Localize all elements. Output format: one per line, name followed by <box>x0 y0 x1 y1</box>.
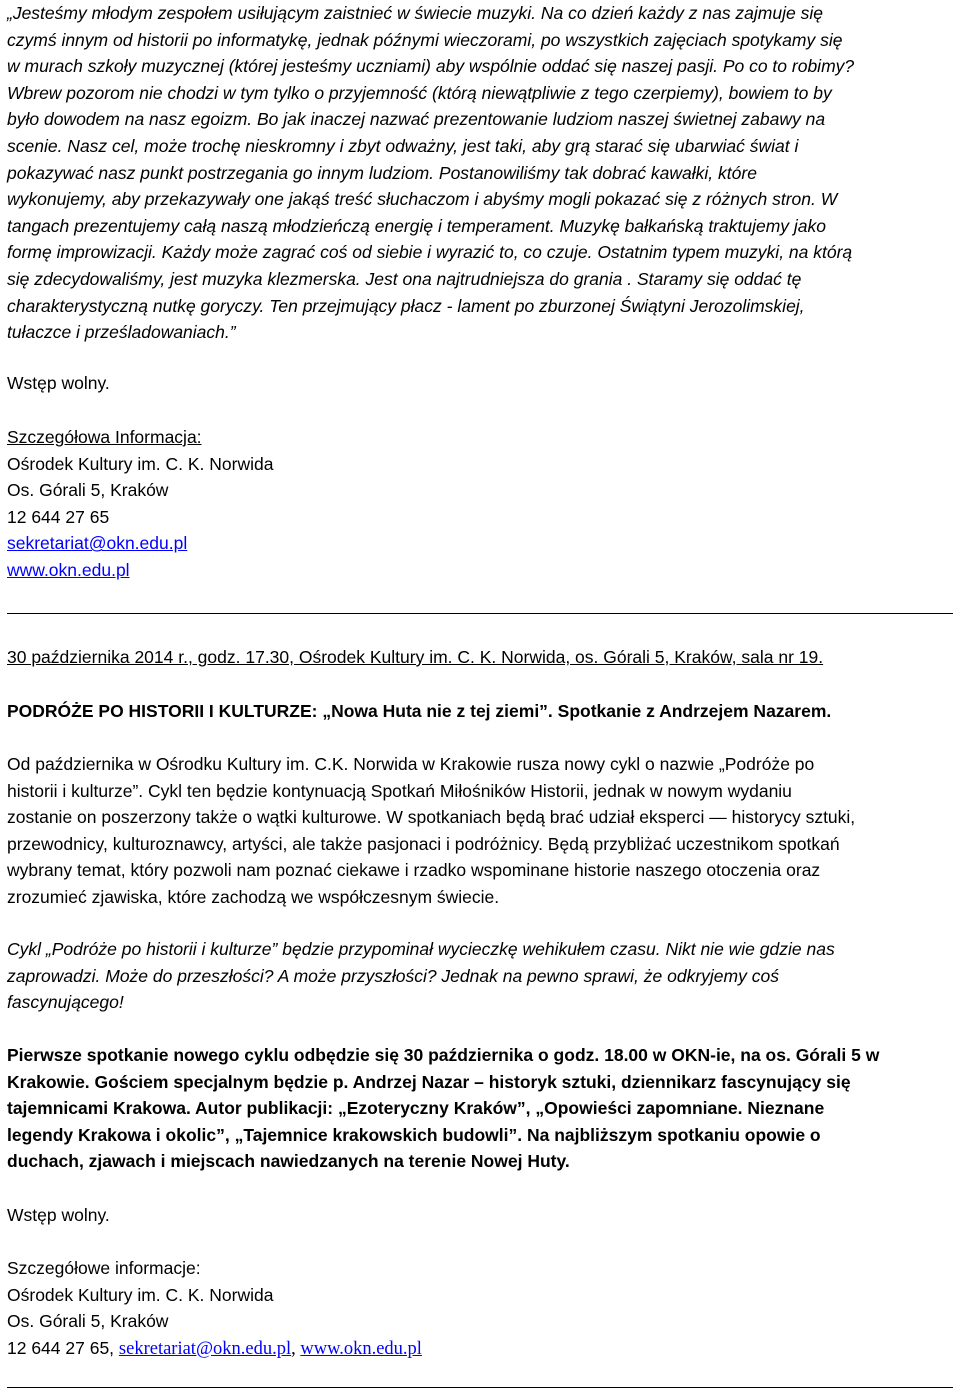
venue-address: Os. Górali 5, Kraków <box>7 480 169 501</box>
phone-number: 12 644 27 65 <box>7 506 110 527</box>
italic-line: fascynującego! <box>7 992 124 1013</box>
intro-line: było dowodem na nasz egoizm. Bo jak inaczej nazwać prezentowanie ludziom naszej świetnej zabawy na <box>7 109 826 130</box>
article-2-admission <box>7 1202 953 1229</box>
separator: , <box>291 1338 301 1359</box>
venue-address: Os. Górali 5, Kraków <box>7 1311 169 1332</box>
venue-name: Ośrodek Kultury im. C. K. Norwida <box>7 453 274 474</box>
article-2-date <box>7 644 953 671</box>
intro-line: czymś innym od historii po informatykę, jednak późnymi wieczorami, po wszystkich zajęciach spotykamy się <box>7 29 843 50</box>
body-line: Od października w Ośrodku Kultury im. C.K. Norwida w Krakowie rusza nowy cykl o nazwie „Podróże po <box>7 754 815 774</box>
email-link[interactable]: sekretariat@okn.edu.pl <box>118 1338 292 1359</box>
intro-line: scenie. Nasz cel, może trochę nieskromny i zbyt odważny, jest taki, aby grą starać się ubarwiać świat i <box>7 135 799 156</box>
article-1-admission <box>7 370 953 397</box>
website-link[interactable]: www.okn.edu.pl <box>300 1338 422 1359</box>
intro-line: się zdecydowaliśmy, jest muzyka klezmerska. Jest ona najtrudniejsza do grania . Staramy się oddać tę <box>7 268 802 289</box>
body-line: zostanie on poszerzony także o wątki kulturowe. W spotkaniach będą brać udział eksperci — historycy sztuki, <box>7 807 856 828</box>
article-2-title-block <box>7 698 953 725</box>
admission-text: Wstęp wolny. <box>7 1205 110 1225</box>
bold-line: Krakowie. Gościem specjalnym będzie p. Andrzej Nazar – historyk sztuki, dziennikarz fascynujący się <box>7 1071 851 1092</box>
intro-line: „Jesteśmy młodym zespołem usiłującym zaistnieć w świecie muzyki. Na co dzień każdy z nas zajmuje się <box>7 3 823 23</box>
italic-line: Cykl „Podróże po historii i kulturze” będzie przypominał wycieczkę wehikułem czasu. Nikt nie wie gdzie nas <box>7 939 835 959</box>
body-line: wybrany temat, który pozwoli nam poznać ciekawe i rzadko wspominane historie naszego otoczenia oraz <box>7 860 821 881</box>
article-2-bold <box>7 1042 953 1175</box>
venue-name: Ośrodek Kultury im. C. K. Norwida <box>7 1284 274 1305</box>
intro-line: pokazywać nasz punkt postrzegania go innym ludziom. Postanowiliśmy tak dobrać kawałki, które <box>7 162 757 183</box>
article-2-body <box>7 751 953 911</box>
article-2-italic <box>7 936 953 1016</box>
intro-line: formę improwizacji. Każdy może zagrać coś od siebie i wyrazić to, co czuje. Ostatnim typem muzyki, na którą <box>7 242 853 263</box>
italic-line: zaprowadzi. Może do przeszłości? A może przyszłości? Jednak na pewno sprawi, że odkryjemy coś <box>7 965 779 986</box>
contact-line <box>7 1335 953 1363</box>
intro-line: charakterystyczną nutkę goryczy. Ten przejmujący płacz - lament po zburzonej Świątyni Jerozolimskiej, <box>7 295 805 316</box>
info-heading: Szczegółowe informacje: <box>7 1258 201 1278</box>
intro-line: tułaczce i prześladowaniach.” <box>7 322 236 343</box>
article-1-contact <box>7 424 953 584</box>
intro-line: wykonujemy, aby przekazywały one jakąś treść słuchaczom i abyśmy mogli pokazać się z różnych stron. W <box>7 189 838 210</box>
email-link[interactable]: sekretariat@okn.edu.pl <box>7 533 188 554</box>
bold-line: legendy Krakowa i okolic”, „Tajemnice krakowskich budowli”. Na najbliższym spotkaniu opowie o <box>7 1124 821 1145</box>
event-date-line: 30 października 2014 r., godz. 17.30, Ośrodek Kultury im. C. K. Norwida, os. Górali 5, Kraków, sala nr 19. <box>7 647 824 667</box>
article-2-contact <box>7 1255 953 1362</box>
article-1-intro <box>7 0 953 346</box>
intro-line: tangach prezentujemy całą naszą młodzieńczą energię i temperament. Muzykę bałkańską traktujemy jako <box>7 215 827 236</box>
bold-line: tajemnicami Krakowa. Autor publikacji: „Ezoteryczny Kraków”, „Opowieści zapomniane. Nieznane <box>7 1098 825 1119</box>
intro-line: w murach szkoły muzycznej (której jesteśmy uczniami) aby wspólnie oddać się naszej pasji. Po co to robimy? <box>7 56 855 77</box>
intro-line: Wbrew pozorom nie chodzi w tym tylko o przyjemność (którą niewątpliwie z tego czerpiemy), bowiem to by <box>7 82 832 103</box>
body-line: historii i kulturze”. Cykl ten będzie kontynuacją Spotkań Miłośników Historii, jednak w nowym wydaniu <box>7 780 792 801</box>
bold-line: Pierwsze spotkanie nowego cyklu odbędzie się 30 października o godz. 18.00 w OKN-ie, na os. Górali 5 w <box>7 1045 880 1065</box>
bold-line: duchach, zjawach i miejscach nawiedzanych na terenie Nowej Huty. <box>7 1151 570 1172</box>
divider-line <box>7 613 953 614</box>
divider-line-bottom <box>7 1387 953 1388</box>
website-link[interactable]: www.okn.edu.pl <box>7 559 130 580</box>
body-line: przewodnicy, kulturoznawcy, artyści, ale także pasjonaci i podróżnicy. Będą przybliżać uczestnikom spotkań <box>7 833 840 854</box>
phone-number: 12 644 27 65, <box>7 1337 119 1358</box>
admission-text: Wstęp wolny. <box>7 373 110 393</box>
event-title: PODRÓŻE PO HISTORII I KULTURZE: „Nowa Huta nie z tej ziemi”. Spotkanie z Andrzejem Nazarem. <box>7 701 832 721</box>
info-heading: Szczegółowa Informacja: <box>7 427 202 447</box>
body-line: zrozumieć zjawiska, które zachodzą we współczesnym świecie. <box>7 886 500 907</box>
